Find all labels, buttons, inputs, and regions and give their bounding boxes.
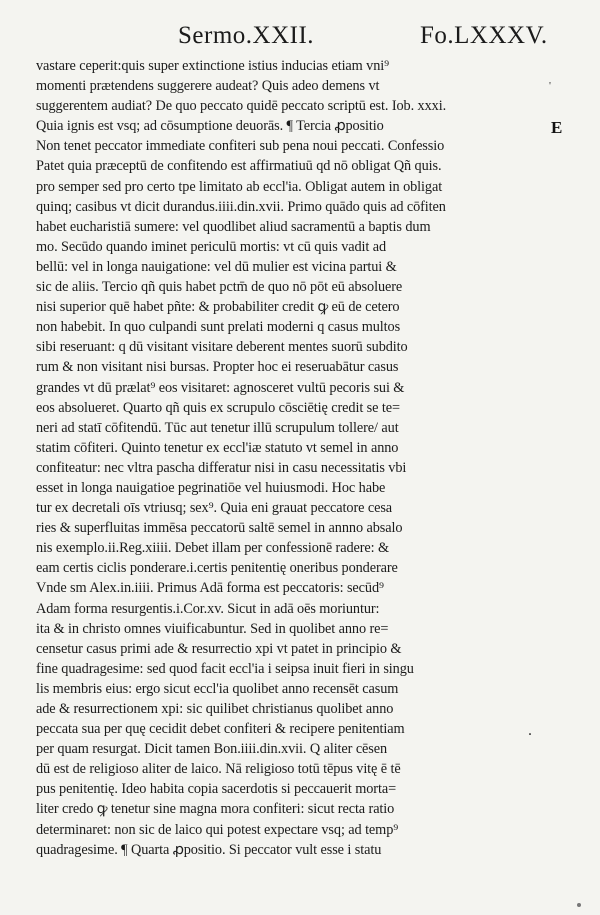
text-line: determinaret: non sic de laico qui potest expectare vsq; ad temp⁹ xyxy=(36,821,399,838)
running-head xyxy=(0,22,600,52)
text-line: Vnde sm Alex.in.iiii. Primus Adā forma est peccatoris: secūd⁹ xyxy=(36,580,384,597)
text-line: grandes vt dū prælat⁹ eos visitaret: agnosceret vultū pecoris sui & xyxy=(36,379,405,396)
margin-dot-mark: . xyxy=(528,722,532,739)
text-line: quadragesime. ¶ Quarta ꝓpositio. Si peccator vult esse i statu xyxy=(36,841,382,858)
text-line: tur ex decretali oīs vtriusq; sex⁹. Quia eni grauat peccatore cesa xyxy=(36,500,393,517)
text-line: non habebit. In quo culpandi sunt prelati moderni q casus multos xyxy=(36,319,401,336)
text-line: confiteatur: nec vltra pascha differatur nisi in casu necessitatis vbi xyxy=(36,459,407,476)
text-line: neri ad statī cōfitendū. Tūc aut tenetur illū scrupulum tollere/ aut xyxy=(36,419,399,436)
text-line: bellū: vel in longa nauigatione: vel dū mulier est vicina partui & xyxy=(36,258,397,275)
margin-letter: E xyxy=(551,118,563,137)
text-line: Non tenet peccator immediate confiteri sub pena noui peccati. Confessio xyxy=(36,138,445,155)
text-line: nisi superior quē habet pñte: & probabiliter credit ꝙ eū de cetero xyxy=(36,299,400,316)
text-line: ade & resurrectionem xpi: sic quilibet christianus quolibet anno xyxy=(36,701,394,717)
text-line: ries & superfluitas immēsa peccatorū saltē semel in annno absalo xyxy=(36,520,403,537)
text-line: Patet quia præceptū de confitendo est affirmatiuū qd nō obligat Qñ quis. xyxy=(36,158,442,175)
text-line: statim cōfiteri. Quinto tenetur ex eccl'iæ statuto vt semel in anno xyxy=(36,439,399,456)
text-line: per quam resurgat. Dicit tamen Bon.iiii.din.xvii. Q aliter cēsen xyxy=(36,741,388,758)
body-text xyxy=(36,56,558,860)
text-line: fine quadragesime: sed quod facit eccl'ia i seipsa inuit fieri in singu xyxy=(36,660,414,677)
text-line: ita & in christo omnes viuificabuntur. Sed in quolibet anno re= xyxy=(36,620,389,637)
text-line: eam certis ciclis ponderare.i.certis penitentię oneribus ponderare xyxy=(36,560,398,577)
text-line: peccata sua per quę cecidit debet confiteri & recipere penitentiam xyxy=(36,721,405,738)
folio-number: Fo.LXXXV. xyxy=(420,22,548,49)
text-line: sibi reseruant: q dū visitant visitare deberent mentes suorū subdito xyxy=(36,339,408,356)
text-line: dū est de religioso aliter de laico. Nā religioso totū tēpus vitę ē tē xyxy=(36,761,401,778)
text-line: vastare ceperit:quis super extinctione istius inducias etiam vni⁹ xyxy=(36,58,390,74)
text-line: esset in longa nauigatioe pegrinatiōe vel huiusmodi. Hoc habe xyxy=(36,479,386,496)
text-line: nis exemplo.ii.Reg.xiiii. Debet illam per confessionē radere: & xyxy=(36,540,390,557)
margin-tick-mark: ' xyxy=(549,80,551,92)
text-line: liter credo ꝙ tenetur sine magna mora confiteri: sicut recta ratio xyxy=(36,801,395,818)
text-line: lis membris eius: ergo sicut eccl'ia quolibet anno recensēt casum xyxy=(36,680,399,697)
text-line: mo. Secūdo quando iminet periculū mortis: vt cū quis vadit ad xyxy=(36,238,387,255)
text-line: pro semper sed pro certo tpe limitato ab eccl'ia. Obligat autem in obligat xyxy=(36,178,443,195)
sermon-heading: Sermo.XXII. xyxy=(178,22,315,49)
text-line: sic de aliis. Tercio qñ quis habet pctm̄ de quo nō pōt eū absoluere xyxy=(36,279,403,296)
text-line: rum & non visitant nisi bursas. Propter hoc ei reseruabātur casus xyxy=(36,359,399,376)
text-line: eos absolueret. Quarto qñ quis ex scrupulo cōsciētię credit se te= xyxy=(36,399,400,416)
text-line: censetur casus primi ade & resurrectio xpi vt patet in principio & xyxy=(36,640,402,657)
text-line: pus penitentię. Ideo habita copia sacerdotis si peccauerit morta= xyxy=(36,781,397,798)
page-speck xyxy=(577,903,581,907)
text-line: habet eucharistiā sumere: vel quodlibet aliud sacramentū a baptis dum xyxy=(36,218,431,235)
text-line: Quia ignis est vsq; ad cōsumptione deuorās. ¶ Tercia ꝓpositio xyxy=(36,118,384,135)
text-line: Adam forma resurgentis.i.Cor.xv. Sicut in adā oēs moriuntur: xyxy=(36,600,380,617)
text-line: quinq; casibus vt dicit durandus.iiii.din.xvii. Primo quādo quis ad cōfiten xyxy=(36,198,446,215)
text-line: momenti prætendens suggerere audeat? Quis adeo demens vt xyxy=(36,78,380,95)
text-line: suggerentem audiat? De quo peccato quidē peccato scriptū est. Iob. xxxi. xyxy=(36,98,447,115)
